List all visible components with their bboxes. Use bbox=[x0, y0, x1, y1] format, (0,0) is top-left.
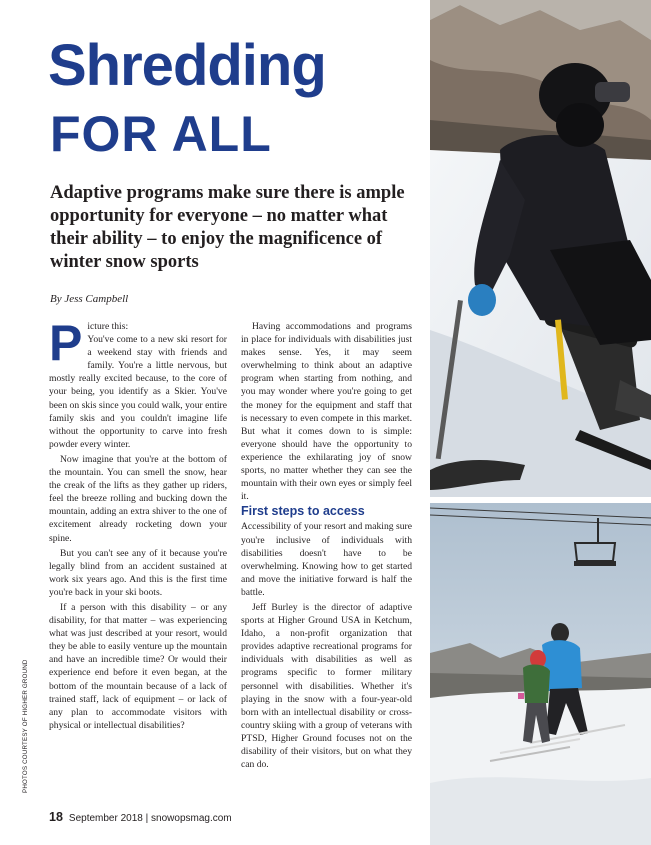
paragraph: But you can't see any of it because you're legally blind from an accident sustained at work six years ago. And this is the first time you're back in your ski boots. bbox=[49, 547, 227, 598]
instructor-child-photo bbox=[430, 503, 651, 845]
deck-subtitle: Adaptive programs make sure there is ample opportunity for everyone – no matter what their ability – to enjoy the magnificence of winter snow sports bbox=[50, 183, 405, 272]
sit-skier-photo bbox=[430, 0, 651, 497]
lead-text: icture this: bbox=[87, 321, 129, 332]
page-number: 18 bbox=[49, 810, 63, 824]
byline: By Jess Campbell bbox=[50, 293, 129, 305]
paragraph: You've come to a new ski resort for a weekend stay with friends and family. You're a little nervous, but mostly really excited because, to the core of your being, you identify as a Skier. You've been on skis since you could walk, your entire family skis and you couldn't imagine life without the opportunity to carve into fresh powder every winter. bbox=[49, 334, 227, 450]
drop-cap: P bbox=[49, 315, 83, 371]
paragraph: Accessibility of your resort and making sure you're inclusive of individuals with disabilities doesn't have to be overwhelming. Knowing how to get started and move the initiative forward is half the battle. bbox=[241, 521, 412, 598]
section-subhead: First steps to access bbox=[241, 504, 365, 519]
headline-line-1: Shredding bbox=[48, 33, 326, 98]
paragraph: Now imagine that you're at the bottom of the mountain. You can smell the snow, hear the creak of the lifts as they gather up riders, feel the breeze rolling and bucking down the mountain, adding an extra shiver to the one of excitement already rocketing down your spine. bbox=[49, 453, 227, 544]
folio bbox=[49, 810, 232, 824]
paragraph: Jeff Burley is the director of adaptive sports at Higher Ground USA in Ketchum, Idaho, a non-profit organization that provides adaptive recreational programs for individuals with disabilities as well as programs specific to former military personnel with disabilities. Whether it's playing in the snow with a four-year-old born with an intellectual disability or cross-country skiing with a group of veterans with PTSD, Higher Ground focuses not on the disability of their visitors, but on what they can do. bbox=[241, 601, 412, 771]
issue-date: September 2018 bbox=[68, 813, 143, 824]
website: snowopsmag.com bbox=[151, 813, 232, 824]
photo-credit: PHOTOS COURTESY OF HIGHER GROUND bbox=[22, 659, 29, 793]
paragraph: Having accommodations and programs in place for individuals with disabilities just makes sense. Yes, it may seem overwhelming to think about an adaptive program when starting from nothing, and you may wonder where you're going to get the money for the equipment and staff that is necessary to even compete in this market. But what it comes down to is simple: everyone should have the opportunity to experience the exhilarating joy of snow sports, no matter whether they can see the mountain with their own eyes or simply feel it. bbox=[241, 321, 412, 503]
right-column bbox=[241, 320, 412, 773]
left-column bbox=[49, 315, 227, 734]
headline-line-2: FOR ALL bbox=[50, 106, 272, 162]
folio-separator: | bbox=[145, 813, 149, 824]
lead-paragraph bbox=[49, 315, 227, 451]
paragraph: If a person with this disability – or any disability, for that matter – was experiencing what was just described at your resort, would they be able to easily venture up the mountain and have an incredible time? Or would their experience end before it even began, at the bottom of the mountain because of a lack of trained staff, lack of equipment – or lack of any plan to accommodate visitors with physical or intellectual disabilities? bbox=[49, 601, 227, 731]
